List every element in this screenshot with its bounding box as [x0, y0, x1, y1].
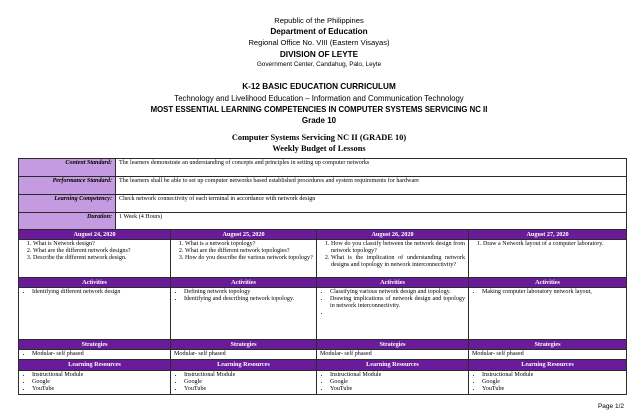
- resource-item: • YouTube: [32, 386, 167, 393]
- activity-item: • Identifying different network design: [32, 289, 167, 296]
- activity-item: • Identifying and describing network topology.: [184, 296, 313, 303]
- objectives-cell: [469, 240, 627, 278]
- resource-item: • Instructional Module: [330, 372, 465, 379]
- date-header: August 24, 2020: [19, 230, 171, 240]
- strategies-header: Strategies: [469, 340, 627, 350]
- activity-item: • Defining network topology: [184, 289, 313, 296]
- activities-header: Activities: [171, 278, 317, 288]
- strategy-cell: Modular- self phased: [469, 350, 627, 360]
- resources-row: [19, 370, 627, 394]
- objective-item: 1. What is a network topology?: [185, 241, 313, 248]
- strategies-header-row: [19, 340, 627, 350]
- resources-cell: [469, 370, 627, 394]
- activities-cell: [469, 288, 627, 340]
- objective-item: 1. What is Network design?: [33, 241, 167, 248]
- activities-row: [19, 288, 627, 340]
- date-header: August 25, 2020: [171, 230, 317, 240]
- performance-standard-row: [19, 177, 627, 195]
- dates-header-row: [19, 230, 627, 240]
- resources-cell: [19, 370, 171, 394]
- content-standard-label: Content Standard:: [19, 159, 116, 177]
- duration-label: Duration:: [19, 213, 116, 230]
- strategies-header: Strategies: [317, 340, 469, 350]
- date-header: August 27, 2020: [469, 230, 627, 240]
- strategy-cell: Modular- self phased: [171, 350, 317, 360]
- republic-line: Republic of the Philippines: [274, 16, 364, 25]
- division-line: DIVISION OF LEYTE: [279, 50, 359, 59]
- objective-item: 1. How do you classify between the network design from network topology?: [331, 241, 465, 255]
- resources-header: Learning Resources: [19, 360, 171, 370]
- curriculum-line: K-12 BASIC EDUCATION CURRICULUM: [242, 82, 396, 91]
- activities-header-row: [19, 278, 627, 288]
- activity-item: • Classifying various network design and topology.: [330, 289, 465, 296]
- performance-standard-label: Performance Standard:: [19, 177, 116, 195]
- objective-item: 3. How do you describe the various network topology?: [185, 255, 313, 262]
- objectives-cell: [317, 240, 469, 278]
- strand-line: Technology and Livelihood Education – Information and Communication Technology: [174, 94, 464, 103]
- region-line: Regional Office No. VIII (Eastern Visayas): [248, 38, 390, 47]
- content-standard-value: The learners demonstrate an understanding of concepts and principles in setting up computer networks: [116, 159, 627, 177]
- activities-cell: [171, 288, 317, 340]
- date-header: August 26, 2020: [317, 230, 469, 240]
- objective-item: 2. What are the different network designs?: [33, 248, 167, 255]
- performance-standard-value: The learners shall be able to set up computer networks based established procedures and system requirements for hardware: [116, 177, 627, 195]
- objectives-cell: [19, 240, 171, 278]
- strategies-row: [19, 350, 627, 360]
- resource-item: • Google: [330, 379, 465, 386]
- duration-value: 1 Week (4 Hours): [116, 213, 627, 230]
- weekly-budget-table: [18, 158, 627, 395]
- resource-item: • Google: [184, 379, 313, 386]
- strategy-cell: [19, 350, 171, 360]
- learning-competency-row: [19, 195, 627, 213]
- page-number: Page 1/2: [597, 403, 624, 410]
- budget-title: Weekly Budget of Lessons: [272, 144, 366, 153]
- activity-item: • Making computer laboratory network layout,: [482, 289, 623, 296]
- resource-item: • Instructional Module: [482, 372, 623, 379]
- learning-competency-value: Check network connectivity of each terminal in accordance with network design: [116, 195, 627, 213]
- strategy-cell: Modular- self phased: [317, 350, 469, 360]
- resource-item: • Instructional Module: [184, 372, 313, 379]
- activity-item-empty: [330, 310, 465, 317]
- resource-item: • YouTube: [184, 386, 313, 393]
- activities-cell: [317, 288, 469, 340]
- resources-header: Learning Resources: [317, 360, 469, 370]
- strategies-header: Strategies: [171, 340, 317, 350]
- address-line: Government Center, Candahug, Palo, Leyte: [256, 61, 382, 68]
- objectives-row: [19, 240, 627, 278]
- strategies-header: Strategies: [19, 340, 171, 350]
- activity-item: • Drawing implications of network design and topology in network interconnectivity.: [330, 296, 465, 310]
- resource-item: • Instructional Module: [32, 372, 167, 379]
- objective-item: 2. What are the different network topologies?: [185, 248, 313, 255]
- resources-cell: [317, 370, 469, 394]
- activities-header: Activities: [317, 278, 469, 288]
- subject-title: Computer Systems Servicing NC II (GRADE 10): [231, 133, 407, 142]
- melc-line: MOST ESSENTIAL LEARNING COMPETENCIES IN COMPUTER SYSTEMS SERVICING NC II: [150, 105, 488, 114]
- activities-header: Activities: [19, 278, 171, 288]
- resource-item: • YouTube: [330, 386, 465, 393]
- objective-item: 2. What is the implication of understanding network designs and topology in network interconnectivity?: [331, 255, 465, 269]
- resource-item: • Google: [32, 379, 167, 386]
- objective-item: 1. Draw a Network layout of a computer laboratory.: [483, 241, 623, 248]
- resources-header: Learning Resources: [171, 360, 317, 370]
- resources-header: Learning Resources: [469, 360, 627, 370]
- duration-row: [19, 213, 627, 230]
- resource-item: • Google: [482, 379, 623, 386]
- department-line: Department of Education: [270, 27, 368, 36]
- resources-header-row: [19, 360, 627, 370]
- grade-line: Grade 10: [301, 116, 337, 125]
- content-standard-row: [19, 159, 627, 177]
- learning-competency-label: Learning Competency:: [19, 195, 116, 213]
- objectives-cell: [171, 240, 317, 278]
- resource-item: • YouTube: [482, 386, 623, 393]
- resources-cell: [171, 370, 317, 394]
- strategy-item: • Modular- self phased: [32, 351, 167, 358]
- activities-cell: [19, 288, 171, 340]
- objective-item: 3. Describe the different network design.: [33, 255, 167, 262]
- activities-header: Activities: [469, 278, 627, 288]
